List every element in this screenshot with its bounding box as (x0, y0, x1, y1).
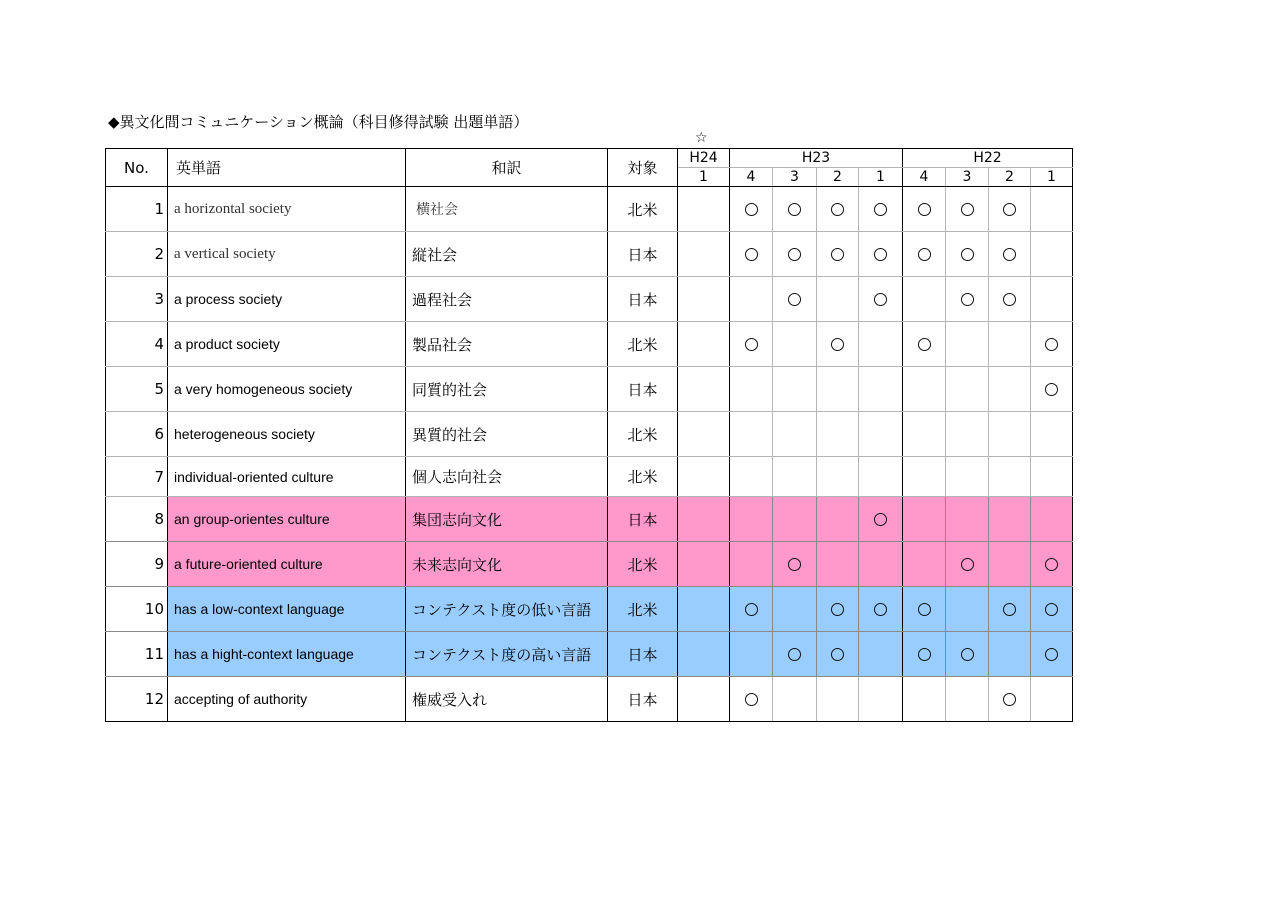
exam-session-cell (989, 277, 1031, 322)
circle-mark-icon (831, 203, 844, 216)
exam-session-cell (773, 542, 817, 587)
exam-session-cell (817, 232, 859, 277)
circle-mark-icon (831, 338, 844, 351)
exam-session-cell (678, 677, 730, 722)
circle-mark-icon (918, 338, 931, 351)
exam-session-cell (817, 277, 859, 322)
circle-mark-icon (788, 648, 801, 661)
exam-session-cell (859, 277, 903, 322)
exam-session-cell (903, 542, 946, 587)
exam-session-cell (989, 367, 1031, 412)
exam-session-cell (730, 632, 773, 677)
circle-mark-icon (918, 203, 931, 216)
exam-session-cell (773, 277, 817, 322)
exam-session-cell (946, 587, 989, 632)
exam-session-cell (678, 322, 730, 367)
english-term: accepting of authority (168, 677, 406, 722)
circle-mark-icon (745, 693, 758, 706)
header-english: 英単語 (168, 149, 406, 187)
circle-mark-icon (961, 293, 974, 306)
header-japanese: 和訳 (406, 149, 608, 187)
table-row (106, 677, 1073, 722)
exam-session-cell (817, 412, 859, 457)
row-number: 2 (106, 232, 168, 277)
circle-mark-icon (1003, 293, 1016, 306)
exam-session-cell (1031, 277, 1073, 322)
english-term: a future-oriented culture (168, 542, 406, 587)
exam-session-cell (678, 587, 730, 632)
exam-session-cell (773, 497, 817, 542)
exam-session-cell (730, 542, 773, 587)
exam-session-cell (859, 457, 903, 497)
japanese-translation: 集団志向文化 (406, 497, 608, 542)
table-row (106, 277, 1073, 322)
exam-session-cell (817, 587, 859, 632)
exam-session-cell (859, 322, 903, 367)
japanese-translation: 同質的社会 (406, 367, 608, 412)
table-row (106, 412, 1073, 457)
circle-mark-icon (831, 248, 844, 261)
exam-session-cell (989, 587, 1031, 632)
english-term: has a low-context language (168, 587, 406, 632)
exam-session-cell (1031, 457, 1073, 497)
exam-session-cell (903, 232, 946, 277)
header-session: 4 (903, 168, 946, 187)
table-row (106, 322, 1073, 367)
row-number: 9 (106, 542, 168, 587)
exam-session-cell (859, 632, 903, 677)
target-region: 北米 (608, 412, 678, 457)
circle-mark-icon (788, 248, 801, 261)
row-number: 12 (106, 677, 168, 722)
english-term: a very homogeneous society (168, 367, 406, 412)
target-region: 日本 (608, 497, 678, 542)
english-term: a horizontal society (168, 187, 406, 232)
vocabulary-table (105, 148, 1073, 722)
header-no: No. (106, 149, 168, 187)
exam-session-cell (1031, 587, 1073, 632)
exam-session-cell (1031, 497, 1073, 542)
circle-mark-icon (874, 248, 887, 261)
circle-mark-icon (961, 648, 974, 661)
exam-session-cell (903, 677, 946, 722)
exam-session-cell (817, 457, 859, 497)
exam-session-cell (1031, 412, 1073, 457)
exam-session-cell (1031, 322, 1073, 367)
english-term: has a hight-context language (168, 632, 406, 677)
exam-session-cell (859, 677, 903, 722)
table-row (106, 457, 1073, 497)
page-title: ◆異文化間コミュニケーション概論（科目修得試験 出題単語） (108, 113, 529, 131)
target-region: 日本 (608, 232, 678, 277)
english-term: an group-orientes culture (168, 497, 406, 542)
japanese-translation: 未来志向文化 (406, 542, 608, 587)
exam-session-cell (678, 187, 730, 232)
table-row (106, 542, 1073, 587)
exam-session-cell (817, 322, 859, 367)
circle-mark-icon (1045, 558, 1058, 571)
exam-session-cell (678, 542, 730, 587)
exam-session-cell (946, 542, 989, 587)
exam-session-cell (946, 232, 989, 277)
exam-session-cell (946, 187, 989, 232)
circle-mark-icon (1045, 648, 1058, 661)
circle-mark-icon (961, 558, 974, 571)
circle-mark-icon (874, 203, 887, 216)
english-term: individual-oriented culture (168, 457, 406, 497)
japanese-translation: 横社会 (406, 187, 608, 232)
exam-session-cell (989, 677, 1031, 722)
table-row (106, 497, 1073, 542)
exam-session-cell (730, 412, 773, 457)
header-session: 2 (817, 168, 859, 187)
exam-session-cell (817, 497, 859, 542)
header-year-h24: H24 (678, 149, 730, 168)
exam-session-cell (946, 677, 989, 722)
exam-session-cell (903, 322, 946, 367)
exam-session-cell (1031, 542, 1073, 587)
japanese-translation: 製品社会 (406, 322, 608, 367)
japanese-translation: 個人志向社会 (406, 457, 608, 497)
exam-session-cell (773, 587, 817, 632)
exam-session-cell (817, 367, 859, 412)
japanese-translation: コンテクスト度の低い言語 (406, 587, 608, 632)
circle-mark-icon (1045, 383, 1058, 396)
exam-session-cell (859, 412, 903, 457)
table-row (106, 367, 1073, 412)
circle-mark-icon (745, 248, 758, 261)
exam-session-cell (989, 632, 1031, 677)
exam-session-cell (903, 497, 946, 542)
circle-mark-icon (874, 513, 887, 526)
circle-mark-icon (874, 603, 887, 616)
circle-mark-icon (1003, 603, 1016, 616)
row-number: 7 (106, 457, 168, 497)
header-session: 3 (946, 168, 989, 187)
exam-session-cell (1031, 632, 1073, 677)
circle-mark-icon (745, 203, 758, 216)
exam-session-cell (946, 367, 989, 412)
target-region: 北米 (608, 187, 678, 232)
japanese-translation: コンテクスト度の高い言語 (406, 632, 608, 677)
header-target: 対象 (608, 149, 678, 187)
circle-mark-icon (1003, 248, 1016, 261)
exam-session-cell (1031, 187, 1073, 232)
exam-session-cell (730, 187, 773, 232)
exam-session-cell (859, 187, 903, 232)
circle-mark-icon (788, 558, 801, 571)
exam-session-cell (859, 587, 903, 632)
exam-session-cell (903, 457, 946, 497)
exam-session-cell (730, 367, 773, 412)
circle-mark-icon (1003, 203, 1016, 216)
exam-session-cell (730, 277, 773, 322)
target-region: 北米 (608, 457, 678, 497)
table-row (106, 587, 1073, 632)
exam-session-cell (946, 412, 989, 457)
exam-session-cell (903, 587, 946, 632)
circle-mark-icon (918, 648, 931, 661)
row-number: 4 (106, 322, 168, 367)
exam-session-cell (989, 187, 1031, 232)
target-region: 日本 (608, 367, 678, 412)
exam-session-cell (859, 497, 903, 542)
circle-mark-icon (1045, 338, 1058, 351)
header-session: 1 (859, 168, 903, 187)
japanese-translation: 過程社会 (406, 277, 608, 322)
exam-session-cell (678, 232, 730, 277)
target-region: 北米 (608, 322, 678, 367)
exam-session-cell (678, 632, 730, 677)
exam-session-cell (730, 497, 773, 542)
circle-mark-icon (745, 338, 758, 351)
target-region: 日本 (608, 677, 678, 722)
exam-session-cell (817, 677, 859, 722)
header-session: 1 (1031, 168, 1073, 187)
english-term: a process society (168, 277, 406, 322)
exam-session-cell (989, 457, 1031, 497)
header-session: 3 (773, 168, 817, 187)
header-year-h23: H23 (730, 149, 903, 168)
exam-session-cell (989, 322, 1031, 367)
japanese-translation: 縦社会 (406, 232, 608, 277)
exam-session-cell (859, 367, 903, 412)
exam-session-cell (946, 277, 989, 322)
exam-session-cell (903, 277, 946, 322)
english-term: a product society (168, 322, 406, 367)
target-region: 日本 (608, 277, 678, 322)
exam-session-cell (859, 542, 903, 587)
exam-session-cell (773, 632, 817, 677)
japanese-translation: 異質的社会 (406, 412, 608, 457)
exam-session-cell (773, 322, 817, 367)
table-row (106, 632, 1073, 677)
japanese-translation: 権威受入れ (406, 677, 608, 722)
circle-mark-icon (961, 248, 974, 261)
header-session: 4 (730, 168, 773, 187)
exam-session-cell (1031, 367, 1073, 412)
exam-session-cell (946, 457, 989, 497)
row-number: 1 (106, 187, 168, 232)
exam-session-cell (730, 587, 773, 632)
exam-session-cell (678, 412, 730, 457)
exam-session-cell (859, 232, 903, 277)
target-region: 日本 (608, 632, 678, 677)
english-term: a vertical society (168, 232, 406, 277)
row-number: 10 (106, 587, 168, 632)
exam-session-cell (989, 497, 1031, 542)
exam-session-cell (773, 457, 817, 497)
table-row (106, 187, 1073, 232)
exam-session-cell (817, 187, 859, 232)
target-region: 北米 (608, 542, 678, 587)
exam-session-cell (989, 412, 1031, 457)
header-session: 1 (678, 168, 730, 187)
circle-mark-icon (1003, 693, 1016, 706)
table-row (106, 232, 1073, 277)
exam-session-cell (773, 187, 817, 232)
english-term: heterogeneous society (168, 412, 406, 457)
circle-mark-icon (1045, 603, 1058, 616)
exam-session-cell (678, 497, 730, 542)
target-region: 北米 (608, 587, 678, 632)
exam-session-cell (730, 232, 773, 277)
exam-session-cell (903, 632, 946, 677)
exam-session-cell (730, 322, 773, 367)
exam-session-cell (817, 542, 859, 587)
exam-session-cell (773, 232, 817, 277)
row-number: 6 (106, 412, 168, 457)
row-number: 11 (106, 632, 168, 677)
circle-mark-icon (961, 203, 974, 216)
exam-session-cell (1031, 232, 1073, 277)
row-number: 8 (106, 497, 168, 542)
circle-mark-icon (745, 603, 758, 616)
row-number: 3 (106, 277, 168, 322)
exam-session-cell (678, 457, 730, 497)
exam-session-cell (773, 412, 817, 457)
exam-session-cell (730, 457, 773, 497)
exam-session-cell (730, 677, 773, 722)
exam-session-cell (946, 632, 989, 677)
exam-session-cell (989, 232, 1031, 277)
exam-session-cell (946, 497, 989, 542)
exam-session-cell (903, 412, 946, 457)
exam-session-cell (1031, 677, 1073, 722)
circle-mark-icon (918, 603, 931, 616)
exam-session-cell (989, 542, 1031, 587)
exam-session-cell (817, 632, 859, 677)
header-year-h22: H22 (903, 149, 1073, 168)
exam-session-cell (903, 367, 946, 412)
circle-mark-icon (831, 648, 844, 661)
circle-mark-icon (788, 203, 801, 216)
header-session: 2 (989, 168, 1031, 187)
row-number: 5 (106, 367, 168, 412)
circle-mark-icon (788, 293, 801, 306)
exam-session-cell (678, 367, 730, 412)
exam-session-cell (678, 277, 730, 322)
circle-mark-icon (874, 293, 887, 306)
exam-session-cell (773, 367, 817, 412)
star-icon: ☆ (695, 130, 708, 146)
exam-session-cell (903, 187, 946, 232)
circle-mark-icon (918, 248, 931, 261)
exam-session-cell (946, 322, 989, 367)
circle-mark-icon (831, 603, 844, 616)
exam-session-cell (773, 677, 817, 722)
